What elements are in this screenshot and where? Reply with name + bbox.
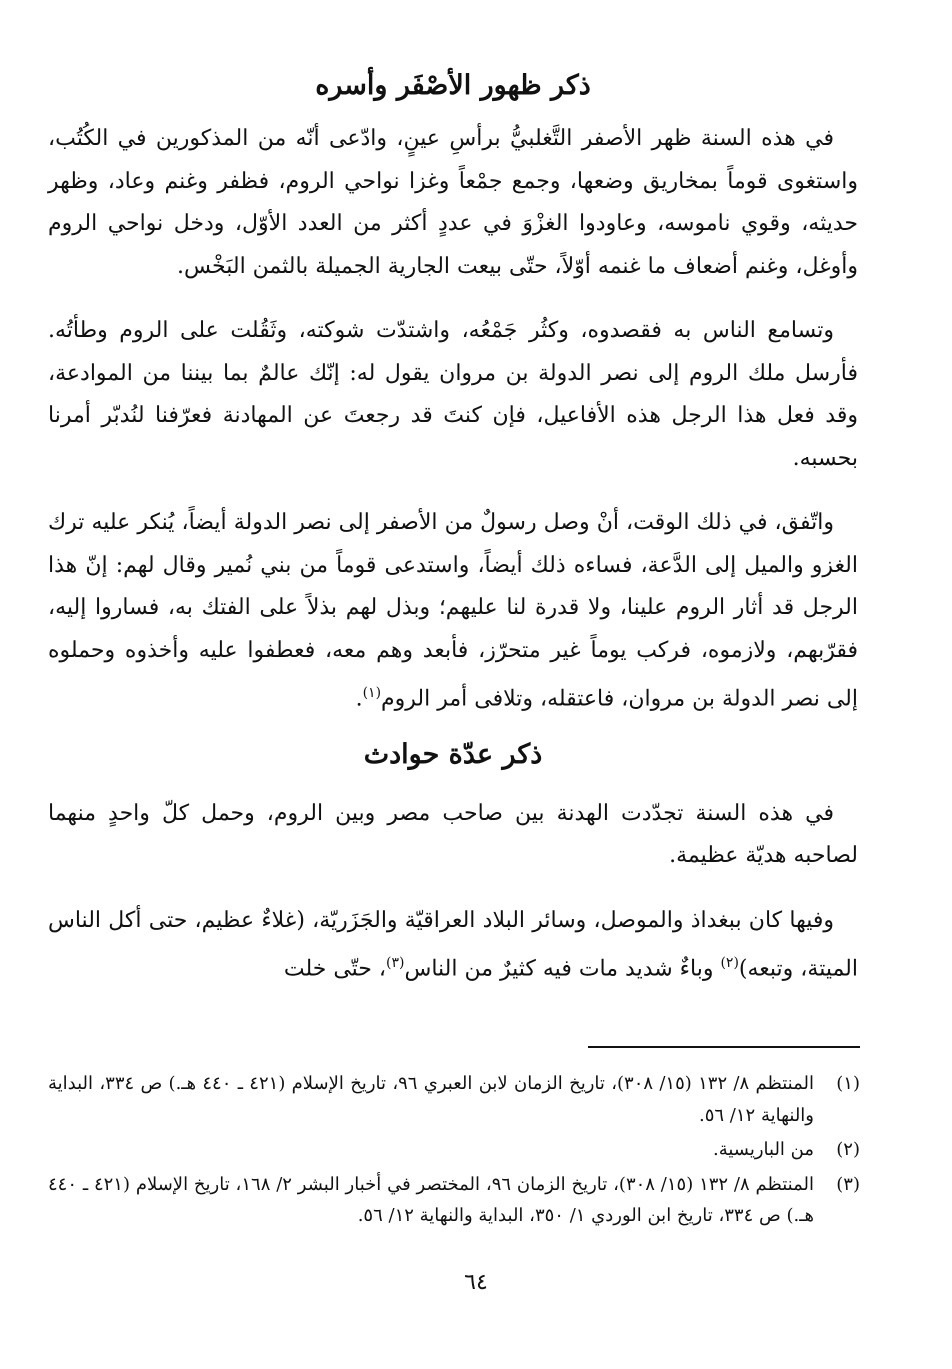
section-title-asfar: ذكر ظهور الأصْفَر وأسره (315, 70, 591, 101)
footnote-item (48, 1068, 860, 1131)
section-title-events: ذكر عدّة حوادث (363, 738, 543, 770)
footnote-ref-3: (٣) (386, 955, 405, 972)
page-number: ٦٤ (464, 1270, 488, 1295)
paragraph-3-end: . (355, 686, 363, 712)
footnote-separator (588, 1046, 860, 1048)
page-body (48, 66, 858, 991)
paragraph-5 (48, 900, 858, 991)
footnote-ref-1: (١) (362, 685, 382, 701)
paragraph-5-part-1: وفيها كان ببغداذ والموصل، وسائر البلاد العراقيّة والجَزَريّة، (غلاءٌ عظيم، حتى أكل الناس الميتة، وتبعه) (48, 907, 858, 982)
footnote-item (48, 1169, 860, 1232)
footnote-item (48, 1134, 860, 1166)
footnote-number: (٣) (836, 1173, 860, 1195)
footnote-ref-2: (٢) (720, 955, 739, 972)
paragraph-1: في هذه السنة ظهر الأصفر التَّغلبيُّ برأسِ عينٍ، وادّعى أنّه من المذكورين في الكُتُب، واستغوى قوماً بمخاريق وضعها، وجمع جمْعاً وغزا نواحي الروم، فظفر وغنم وعاد، وظهر حديثه، وقوي ناموسه، وعاودوا الغزْوَ في عددٍ أكثر من العدد الأوّل، ودخل نواحي الروم وأوغل، وغنم أضعاف ما غنمه أوّلاً، حتّى بيعت الجارية الجميلة بالثمن البَخْس. (48, 126, 858, 279)
footnote-text: من الباريسية. (712, 1139, 814, 1160)
paragraph-2: وتسامع الناس به فقصدوه، وكثُر جَمْعُه، واشتدّت شوكته، وثَقُلت على الروم وطأتُه. فأرسل ملك الروم إلى نصر الدولة بن مروان يقول له: إنّك عالمٌ بما بيننا من الموادعة، وقد فعل هذا الرجل هذه الأفاعيل، فإن كنتَ قد رجعتَ عن المهادنة فعرّفنا لنُدبّر أمرنا بحسبه. (48, 318, 858, 471)
paragraph-3 (48, 502, 858, 721)
footnote-text: المنتظم ٨/ ١٣٢ (١٥/ ٣٠٨)، تاريخ الزمان ٩٦، المختصر في أخبار البشر ٢/ ١٦٨، تاريخ الإسلام (٤٢١ ـ ٤٤٠ هـ.) ص ٣٣٤، تاريخ ابن الوردي ١/ ٣٥٠، البداية والنهاية ١٢/ ٥٦. (48, 1173, 815, 1226)
paragraph-5-part-3: ، حتّى خلت (283, 956, 386, 982)
paragraph-5-part-2: وباءٌ شديد مات فيه كثيرٌ من الناس (404, 956, 721, 982)
footnotes (48, 1068, 860, 1235)
footnote-number: (١) (836, 1073, 860, 1094)
paragraph-4: في هذه السنة تجدّدت الهدنة بين صاحب مصر وبين الروم، وحمل كلّ واحدٍ منهما لصاحبه هديّة عظيمة. (48, 800, 858, 869)
paragraph-3-text: واتّفق، في ذلك الوقت، أنْ وصل رسولٌ من الأصفر إلى نصر الدولة أيضاً، يُنكر عليه ترك الغزو والميل إلى الدَّعة، فساءه ذلك أيضاً، واستدعى قوماً من بني نُمير وقال لهم: إنّ هذا الرجل قد أثار الروم علينا، ولا قدرة لنا عليهم؛ وبذل لهم بذلاً على الفتك به، فساروا إليه، فقرّبهم، ولازموه، فركب يوماً غير متحرّز، فأبعد وهم معه، فعطفوا عليه وأخذوه وحملوه إلى نصر الدولة بن مروان، فاعتقله، وتلافى أمر الروم (48, 510, 858, 712)
footnote-number: (٢) (836, 1139, 860, 1160)
footnote-text: المنتظم ٨/ ١٣٢ (١٥/ ٣٠٨)، تاريخ الزمان لابن العبري ٩٦، تاريخ الإسلام (٤٢١ ـ ٤٤٠ هـ.) ص ٣٣٤، البداية والنهاية ١٢/ ٥٦. (48, 1073, 814, 1126)
